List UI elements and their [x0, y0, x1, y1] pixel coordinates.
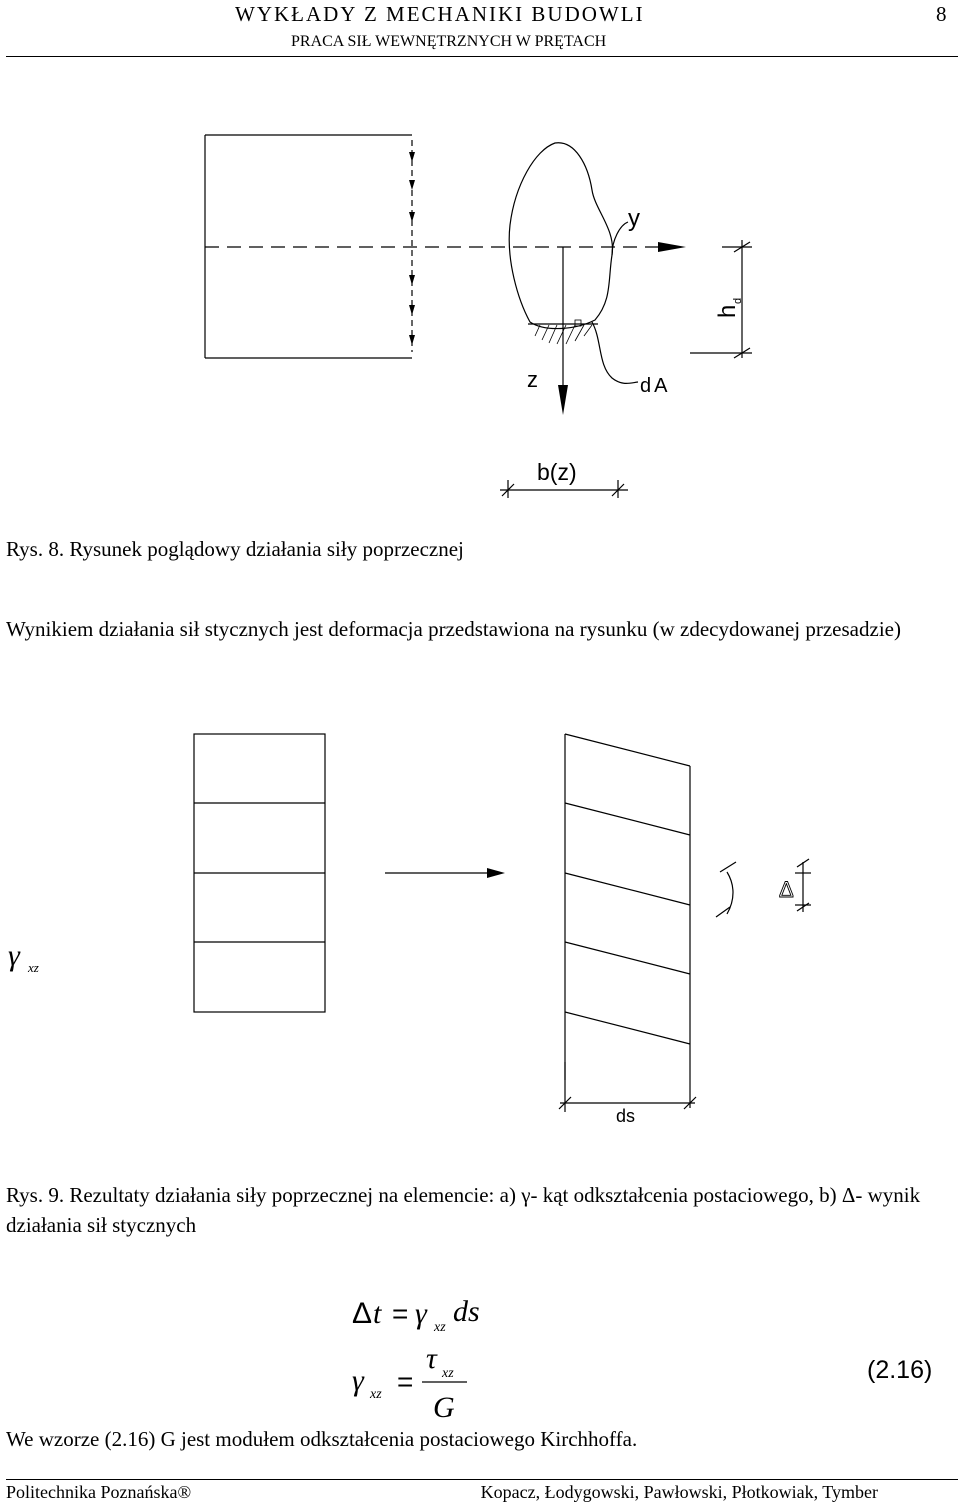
deformed-layer-3: [565, 942, 690, 974]
delta-label: Δ: [779, 877, 794, 902]
deformed-layer-1: [565, 803, 690, 835]
eq1-sub: xz: [434, 1320, 446, 1335]
gamma-tick-top: [720, 862, 736, 872]
bz-label: b(z): [537, 459, 577, 485]
eq2-G: G: [433, 1391, 455, 1424]
figure-9-drawing: [0, 720, 960, 1140]
header-rule: [6, 56, 958, 57]
page-number: 8: [936, 2, 947, 26]
footer-left: Politechnika Poznańska®: [6, 1482, 192, 1502]
eq1-t: t: [373, 1297, 382, 1330]
y-leader: [612, 222, 628, 255]
hd-label-sub: d: [732, 297, 744, 304]
shear-arrows: [409, 152, 415, 345]
eq1-ds: ds: [453, 1295, 480, 1328]
eq1-gamma: γ: [415, 1297, 427, 1330]
footer-rule: [6, 1479, 958, 1480]
figure-8-drawing: [0, 60, 960, 510]
eq1-equals: =: [392, 1298, 409, 1329]
hd-label: [714, 298, 744, 318]
header-subtitle: PRACA SIŁ WEWNĘTRZNYCH W PRĘTACH: [291, 33, 607, 50]
eq2-gamma: γ: [352, 1364, 364, 1397]
body-paragraph: Wynikiem działania sił stycznych jest deformacja przedstawiona na rysunku (w zdecydowanej przesadzie): [6, 617, 901, 641]
eq2-tau: τ: [426, 1342, 437, 1375]
final-sentence: We wzorze (2.16) G jest modułem odkształcenia postaciowego Kirchhoffa.: [6, 1427, 638, 1451]
y-axis-label: y: [628, 205, 640, 232]
equation-number: (2.16): [867, 1356, 933, 1384]
eq1-delta: Δ: [352, 1297, 373, 1330]
deformation-arrow-head: [487, 868, 505, 878]
eq2-equals: =: [397, 1366, 414, 1397]
dA-leader: [592, 322, 638, 383]
deformed-layer-0: [565, 734, 690, 766]
gamma-label-sub: xz: [28, 960, 39, 975]
figure-9-caption: Rys. 9. Rezultaty działania siły poprzecznej na elemencie: a) γ- kąt odkształcenia postaciowego, b) Δ- wynik działania sił stycznych: [6, 1183, 921, 1237]
gamma-label: γ: [8, 939, 20, 972]
eq2-sub: xz: [370, 1387, 382, 1402]
footer-right: Kopacz, Łodygowski, Pawłowski, Płotkowiak, Tymber: [480, 1482, 878, 1502]
hd-label-main: h: [714, 304, 741, 318]
header-title: WYKŁADY Z MECHANIKI BUDOWLI: [235, 2, 645, 26]
equations-block: [330, 1285, 960, 1425]
figure-8-caption: Rys. 8. Rysunek poglądowy działania siły poprzecznej: [6, 537, 464, 561]
eq2-tau-sub: xz: [442, 1366, 454, 1381]
cross-section-outline: [509, 143, 612, 329]
z-arrow-head: [558, 385, 568, 415]
y-arrow-head: [658, 242, 686, 252]
dA-label: dA: [640, 375, 671, 397]
z-axis-label: z: [527, 367, 538, 392]
ds-label: ds: [616, 1106, 636, 1126]
deformed-layer-2: [565, 873, 690, 905]
deformed-layer-4: [565, 1012, 690, 1044]
